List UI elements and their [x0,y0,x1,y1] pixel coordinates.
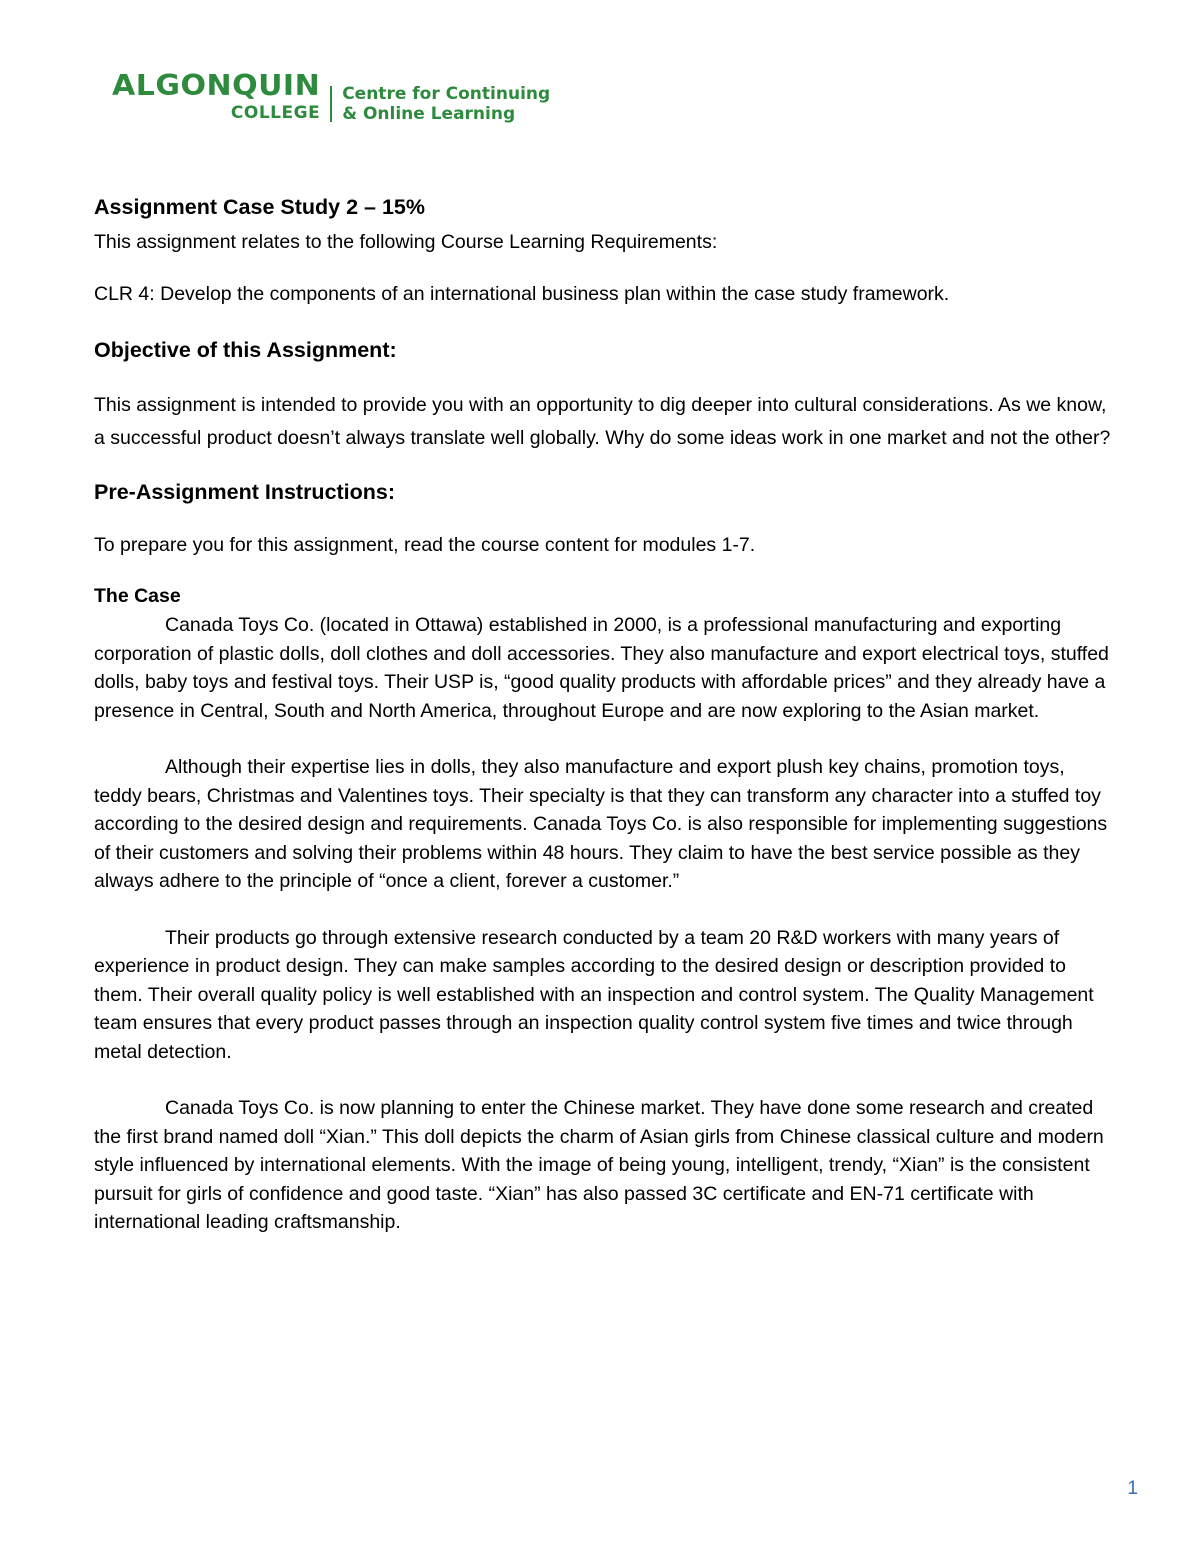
logo-wordmark [112,69,321,123]
case-paragraph: Canada Toys Co. (located in Ottawa) established in 2000, is a professional manufacturing and exporting corporation of plastic dolls, doll clothes and doll accessories. They also manufacture and export electrical toys, stuffed dolls, baby toys and festival toys. Their USP is, “good quality products with affordable prices” and they already have a presence in Central, South and North America, throughout Europe and are now exploring to the Asian market. [94,614,1109,722]
document-body [94,192,1114,1237]
pre-assignment-heading: Pre-Assignment Instructions: [94,480,396,504]
logo-department [342,72,550,124]
college-logo [112,69,551,128]
intro-text: This assignment relates to the following Course Learning Requirements: [94,231,718,253]
logo-sub-text: COLLEGE [230,103,321,123]
document-title: Assignment Case Study 2 – 15% [94,195,425,219]
page-number: 1 [1127,1478,1138,1499]
clr-text: CLR 4: Develop the components of an international business plan within the case study framework. [94,283,950,305]
logo-main-text: ALGONQUIN [112,69,321,103]
case-paragraph: Although their expertise lies in dolls, they also manufacture and export plush key chains, promotion toys, teddy bears, Christmas and Valentines toys. Their specialty is that they can transform any character into a stuffed toy according to the desired design and requirements. Canada Toys Co. is also responsible for implementing suggestions of their customers and solving their problems within 48 hours. They claim to have the best service possible as they always adhere to the principle of “once a client, forever a customer.” [94,756,1108,892]
logo-divider [330,86,332,122]
logo-department-line2: & Online Learning [342,104,516,124]
objective-heading: Objective of this Assignment: [94,338,397,362]
case-heading: The Case [94,585,181,607]
pre-assignment-text: To prepare you for this assignment, read the course content for modules 1-7. [94,534,756,556]
objective-text: This assignment is intended to provide you with an opportunity to dig deeper into cultural considerations. As we know, a successful product doesn’t always translate well globally. Why do some ideas work in one market and not the other? [94,394,1111,449]
case-paragraph: Their products go through extensive research conducted by a team 20 R&D workers with many years of experience in product design. They can make samples according to the desired design or description provided to them. Their overall quality policy is well established with an inspection and control system. The Quality Management team ensures that every product passes through an inspection quality control system five times and twice through metal detection. [94,926,1094,1063]
logo-department-line1: Centre for Continuing [342,84,551,104]
case-paragraph: Canada Toys Co. is now planning to enter the Chinese market. They have done some research and created the first brand named doll “Xian.” This doll depicts the charm of Asian girls from Chinese classical culture and modern style influenced by international elements. With the image of being young, intelligent, trendy, “Xian” is the consistent pursuit for girls of confidence and good taste. “Xian” has also passed 3C certificate and EN-71 certificate with international leading craftsmanship. [94,1097,1104,1233]
